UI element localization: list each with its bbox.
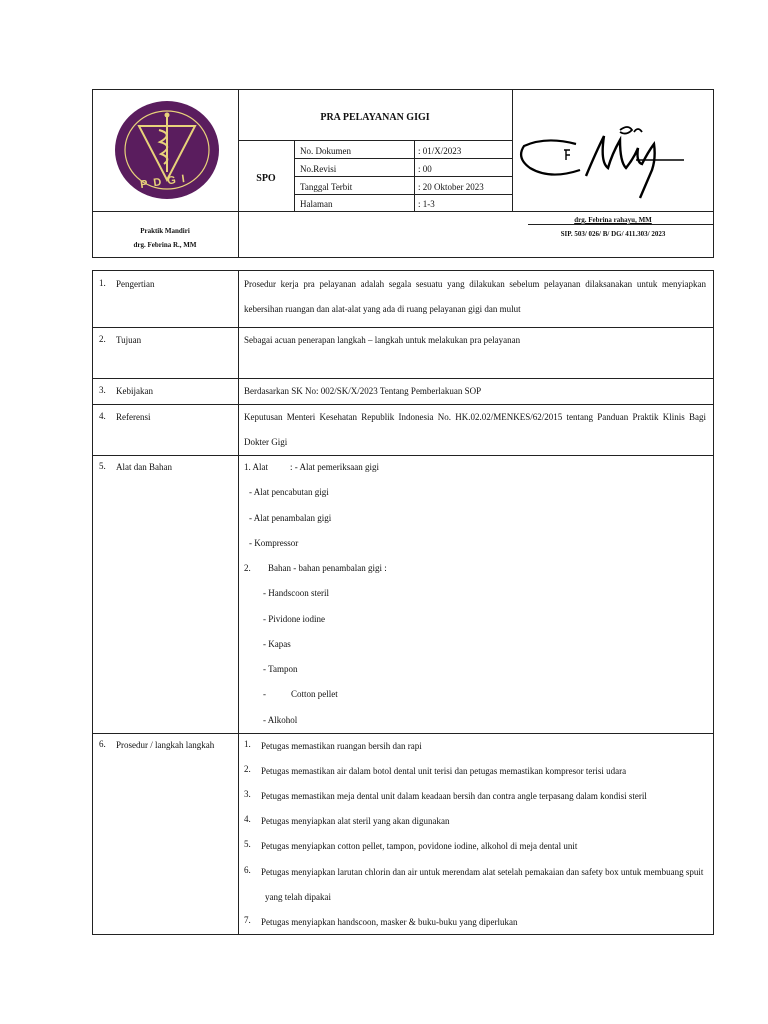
logo-text: PDGI xyxy=(139,172,192,192)
row-divider xyxy=(92,404,714,405)
row-divider xyxy=(92,455,714,456)
referensi-text: Keputusan Menteri Kesehatan Republik Indonesia No. HK.02.02/MENKES/62/2015 tentang Panduan Praktik Klinis Bagi xyxy=(244,412,706,422)
pengertian-text-cont: kebersihan ruangan dan alat-alat yang ada di ruang pelayanan gigi dan mulut xyxy=(244,304,521,314)
row-label: Alat dan Bahan xyxy=(116,462,172,472)
prosedur-step: Petugas menyiapkan handscoon, masker & buku-buku yang diperlukan xyxy=(261,917,518,927)
meta-label: Tanggal Terbit xyxy=(300,182,353,192)
meta-value: : 01/X/2023 xyxy=(418,146,462,156)
row-label: Pengertian xyxy=(116,279,155,289)
meta-value: : 00 xyxy=(418,164,432,174)
meta-label: No.Revisi xyxy=(300,164,337,174)
prosedur-number: 1. xyxy=(244,739,251,749)
row-label: Kebijakan xyxy=(116,386,153,396)
alat-item: - Alat pencabutan gigi xyxy=(249,487,329,497)
bahan-item: - Pividone iodine xyxy=(263,614,325,624)
prosedur-number: 7. xyxy=(244,915,251,925)
spo-label: SPO xyxy=(256,173,276,184)
header-divider xyxy=(294,194,512,195)
prosedur-step: Petugas menyiapkan cotton pellet, tampon, povidone iodine, alkohol di meja dental unit xyxy=(261,841,578,851)
row-number: 1. xyxy=(99,278,106,288)
row-label: Prosedur / langkah langkah xyxy=(116,740,215,750)
prosedur-number: 3. xyxy=(244,789,251,799)
pengertian-text: Prosedur kerja pra pelayanan adalah segala sesuatu yang dilakukan sebelum pelayanan dilaksanakan untuk menyiapkan xyxy=(244,279,706,289)
prosedur-number: 4. xyxy=(244,814,251,824)
row-label: Referensi xyxy=(116,412,151,422)
row-number: 5. xyxy=(99,461,106,471)
prosedur-number: 2. xyxy=(244,764,251,774)
bahan-dash: - xyxy=(263,689,266,699)
header-divider xyxy=(238,140,512,141)
alat-item: - Kompressor xyxy=(249,538,299,548)
prosedur-number: 5. xyxy=(244,839,251,849)
row-label: Tujuan xyxy=(116,335,142,345)
header-divider xyxy=(92,211,714,212)
meta-value: : 1-3 xyxy=(418,199,435,209)
prosedur-step: Petugas memastikan air dalam botol dental unit terisi dan petugas memastikan kompresor terisi udara xyxy=(261,766,627,776)
row-divider xyxy=(92,378,714,379)
alat-first-item: : - Alat pemeriksaan gigi xyxy=(290,462,379,472)
practice-name: Praktik Mandiri xyxy=(140,227,190,235)
tujuan-text: Sebagai acuan penerapan langkah – langkah untuk melakukan pra pelayanan xyxy=(244,335,521,345)
bahan-item: - Tampon xyxy=(263,664,298,674)
prosedur-step-cont: yang telah dipakai xyxy=(265,892,331,902)
alat-item: - Alat penambalan gigi xyxy=(249,513,332,523)
signer-sip: SIP. 503/ 026/ B/ DG/ 411.303/ 2023 xyxy=(560,230,666,238)
bahan-heading: Bahan - bahan penambalan gigi : xyxy=(268,563,387,573)
signature-icon xyxy=(516,118,686,202)
signer-name: drg. Febrina rahayu, MM xyxy=(574,216,652,224)
row-divider xyxy=(92,327,714,328)
table-divider xyxy=(238,270,239,935)
row-number: 4. xyxy=(99,411,106,421)
header-divider xyxy=(294,176,512,177)
meta-label: No. Dokumen xyxy=(300,146,351,156)
row-number: 6. xyxy=(99,739,106,749)
row-number: 3. xyxy=(99,385,106,395)
bahan-item: - Alkohol xyxy=(263,715,298,725)
document-title: PRA PELAYANAN GIGI xyxy=(320,112,430,123)
meta-label: Halaman xyxy=(300,199,333,209)
prosedur-step: Petugas memastikan ruangan bersih dan rapi xyxy=(261,741,422,751)
prosedur-step: Petugas memastikan meja dental unit dalam keadaan bersih dan contra angle terpasang dalam kondisi steril xyxy=(261,791,647,801)
kebijakan-text: Berdasarkan SK No: 002/SK/X/2023 Tentang Pemberlakuan SOP xyxy=(244,386,482,396)
bahan-number: 2. xyxy=(244,563,251,573)
bahan-item: Cotton pellet xyxy=(291,689,338,699)
row-divider xyxy=(92,733,714,734)
signer-line xyxy=(528,224,714,225)
practice-doctor: drg. Febrina R., MM xyxy=(133,241,197,249)
content-table xyxy=(92,270,714,935)
header-divider xyxy=(294,158,512,159)
alat-heading: 1. Alat xyxy=(244,462,268,472)
referensi-text-cont: Dokter Gigi xyxy=(244,437,288,447)
bahan-item: - Kapas xyxy=(263,639,291,649)
bahan-item: - Handscoon steril xyxy=(263,588,329,598)
prosedur-number: 6. xyxy=(244,865,251,875)
row-number: 2. xyxy=(99,334,106,344)
header-divider xyxy=(512,89,513,211)
prosedur-step: Petugas menyiapkan alat steril yang akan digunakan xyxy=(261,816,450,826)
prosedur-step: Petugas menyiapkan larutan chlorin dan air untuk merendam alat setelah pemakaian dan safety box untuk membuang spuit xyxy=(261,867,704,877)
signature xyxy=(516,118,686,202)
meta-value: : 20 Oktober 2023 xyxy=(418,182,484,192)
